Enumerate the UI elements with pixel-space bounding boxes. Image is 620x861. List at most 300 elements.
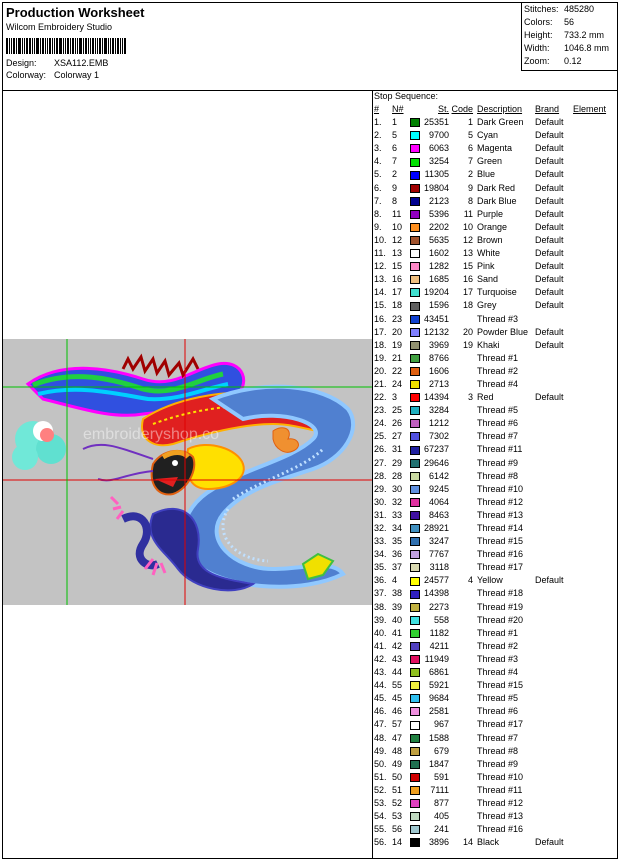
row-needle: 17 [392,287,403,298]
table-row [374,142,617,155]
row-brand [535,614,573,627]
row-brand [535,797,573,810]
table-row [374,522,617,535]
barcode-bar [59,38,62,54]
row-element [573,129,617,142]
color-swatch [410,577,420,586]
row-brand [535,548,573,561]
row-index: 26. [374,444,387,455]
color-swatch [410,380,420,389]
barcode-bar [42,38,44,54]
row-swatch [410,810,424,823]
row-needle: 39 [392,601,403,612]
color-swatch [410,432,420,441]
color-swatch [410,236,420,245]
row-swatch [410,430,424,443]
row-index: 15. [374,300,387,311]
row-description: Thread #1 [477,352,519,363]
color-swatch [410,550,420,559]
row-stitches: 8463 [429,509,450,520]
row-needle: 49 [392,758,403,769]
row-description: Thread #10 [477,483,524,494]
row-index: 45. [374,693,387,704]
dragon-head [83,445,244,495]
row-brand [535,496,573,509]
row-element [573,352,617,365]
table-row [374,732,617,745]
table-row [374,299,617,312]
color-swatch [410,786,420,795]
row-needle: 15 [392,261,403,272]
row-brand [535,509,573,522]
row-code [451,614,477,627]
row-index: 47. [374,719,387,730]
row-brand [535,587,573,600]
row-index: 6. [374,182,382,193]
row-code [451,627,477,640]
color-swatch [410,459,420,468]
row-description: Red [477,392,494,403]
row-swatch [410,391,424,404]
row-swatch [410,509,424,522]
row-brand: Default [535,130,564,141]
row-code [451,758,477,771]
row-code: 17 [463,287,474,298]
barcode-bar [92,38,94,54]
color-swatch [410,223,420,232]
row-swatch [410,221,424,234]
row-element [573,483,617,496]
stat-height [524,29,617,42]
row-swatch [410,352,424,365]
flame-motif [273,428,298,453]
row-swatch [410,587,424,600]
table-row [374,745,617,758]
barcode-bar [99,38,101,54]
row-needle: 13 [392,248,403,259]
row-code [451,666,477,679]
row-needle: 2 [392,169,398,180]
table-row [374,391,617,404]
color-swatch [410,197,420,206]
barcode-bar [120,38,121,54]
table-row [374,561,617,574]
row-brand [535,601,573,614]
row-needle: 19 [392,339,403,350]
row-brand [535,692,573,705]
row-element [573,116,617,129]
row-needle: 41 [392,627,403,638]
row-element [573,823,617,836]
table-row [374,313,617,326]
row-stitches: 558 [434,614,450,625]
row-needle: 16 [392,274,403,285]
row-code: 13 [463,248,474,259]
row-description: Thread #6 [477,706,519,717]
barcode-bar [79,38,82,54]
row-description: Thread #20 [477,614,524,625]
stats-box [521,3,617,71]
row-needle: 8 [392,195,398,206]
header-info [6,5,518,81]
row-description: Dark Green [477,117,524,128]
row-needle: 12 [392,234,403,245]
barcode-bar [67,38,69,54]
row-stitches: 405 [434,811,450,822]
row-index: 2. [374,130,382,141]
col-header-stitches: St. [438,104,450,114]
row-swatch [410,457,424,470]
row-stitches: 1602 [429,248,450,259]
row-swatch [410,260,424,273]
row-element [573,142,617,155]
row-stitches: 9684 [429,693,450,704]
color-swatch [410,354,420,363]
row-index: 49. [374,745,387,756]
row-swatch [410,208,424,221]
stat-stitches [524,3,617,16]
row-index: 9. [374,221,382,232]
row-code [451,378,477,391]
row-description: Thread #15 [477,680,524,691]
row-swatch [410,378,424,391]
row-index: 25. [374,431,387,442]
barcode-bar [110,38,111,54]
row-needle: 10 [392,221,403,232]
row-stitches: 9245 [429,483,450,494]
row-code: 7 [468,156,474,167]
row-code [451,522,477,535]
row-element [573,692,617,705]
row-index: 14. [374,287,387,298]
row-element [573,522,617,535]
color-swatch [410,721,420,730]
row-code [451,365,477,378]
row-description: Thread #13 [477,509,524,520]
row-description: Thread #13 [477,811,524,822]
color-swatch [410,406,420,415]
row-stitches: 3247 [429,536,450,547]
row-element [573,574,617,587]
table-row [374,221,617,234]
stop-sequence-panel [374,91,618,849]
row-swatch [410,443,424,456]
row-element [573,601,617,614]
row-element [573,313,617,326]
row-swatch [410,182,424,195]
table-row [374,234,617,247]
row-swatch [410,561,424,574]
row-needle: 18 [392,300,403,311]
table-header-row [374,103,617,116]
table-row [374,168,617,181]
row-brand [535,378,573,391]
row-brand: Default [535,326,564,337]
row-description: Thread #16 [477,549,524,560]
dragon-embroidery-image [3,339,372,605]
row-swatch [410,548,424,561]
row-stitches: 679 [434,745,450,756]
row-swatch [410,640,424,653]
row-code: 10 [463,221,474,232]
row-description: Thread #3 [477,653,519,664]
row-element [573,391,617,404]
table-row [374,182,617,195]
color-swatch [410,812,420,821]
row-needle: 5 [392,130,398,141]
row-code [451,313,477,326]
stat-value: 733.2 mm [564,30,605,40]
table-row [374,836,617,849]
table-row [374,535,617,548]
row-code [451,587,477,600]
row-code: 4 [468,575,474,586]
row-needle: 22 [392,365,403,376]
barcode-bar [45,38,46,54]
row-stitches: 11949 [424,653,450,664]
worksheet-header [3,3,617,91]
color-swatch [410,171,420,180]
stop-sequence-rows [374,116,617,849]
color-swatch [410,590,420,599]
row-description: Dark Red [477,182,516,193]
row-element [573,705,617,718]
barcode-bar [97,38,98,54]
barcode-bar [117,38,119,54]
row-description: Thread #9 [477,758,519,769]
row-stitches: 1847 [429,758,450,769]
row-needle: 51 [392,784,403,795]
row-swatch [410,718,424,731]
barcode-bar [75,38,76,54]
row-description: Dark Blue [477,195,517,206]
row-code [451,732,477,745]
table-row [374,601,617,614]
row-code [451,496,477,509]
table-row [374,208,617,221]
column-divider [372,90,373,858]
dorsal-spikes [123,357,198,375]
barcode-bar [77,38,78,54]
row-element [573,457,617,470]
row-swatch [410,326,424,339]
row-needle: 1 [392,117,398,128]
row-stitches: 4211 [429,640,450,651]
row-element [573,836,617,849]
barcode-bar [83,38,84,54]
color-swatch [410,734,420,743]
row-description: Grey [477,300,497,311]
row-brand [535,718,573,731]
row-code [451,705,477,718]
row-element [573,653,617,666]
row-code [451,692,477,705]
row-code [451,823,477,836]
row-stitches: 6142 [429,470,450,481]
row-needle: 43 [392,653,403,664]
row-swatch [410,601,424,614]
row-index: 29. [374,483,387,494]
table-row [374,496,617,509]
row-code [451,640,477,653]
row-stitches: 5921 [429,680,450,691]
row-needle: 32 [392,496,403,507]
row-brand: Default [535,208,564,219]
watermark: embroideryshop.co [83,426,220,443]
barcode-bar [18,38,21,54]
stat-label: Width: [524,43,550,53]
row-index: 43. [374,667,387,678]
row-index: 35. [374,562,387,573]
row-index: 53. [374,797,387,808]
row-needle: 30 [392,483,403,494]
table-row [374,797,617,810]
row-brand [535,810,573,823]
row-needle: 28 [392,470,403,481]
row-brand [535,561,573,574]
row-element [573,378,617,391]
row-description: Turquoise [477,287,517,298]
color-swatch [410,485,420,494]
row-needle: 11 [392,208,402,219]
row-index: 37. [374,588,387,599]
row-needle: 45 [392,693,403,704]
stop-sequence-title: Stop Sequence: [374,91,439,101]
row-needle: 24 [392,378,403,389]
row-index: 42. [374,653,387,664]
row-code [451,483,477,496]
row-description: Thread #19 [477,601,524,612]
table-row [374,784,617,797]
barcode-bar [32,38,33,54]
row-index: 33. [374,536,387,547]
row-stitches: 8766 [429,352,450,363]
row-description: Thread #2 [477,640,519,651]
color-swatch [410,302,420,311]
row-index: 12. [374,261,387,272]
stat-zoom [524,55,617,68]
color-swatch [410,825,420,834]
table-row [374,509,617,522]
row-code: 15 [463,261,474,272]
row-index: 51. [374,771,387,782]
row-description: Magenta [477,143,513,154]
row-stitches: 241 [434,824,450,835]
table-row [374,260,617,273]
row-element [573,666,617,679]
table-row [374,771,617,784]
row-element [573,365,617,378]
color-swatch [410,655,420,664]
barcode-bar [115,38,116,54]
row-code [451,470,477,483]
design-label: Design: [6,58,37,68]
row-needle: 27 [392,431,403,442]
row-code [451,771,477,784]
row-code: 1 [468,117,474,128]
row-swatch [410,313,424,326]
barcode-bar [24,38,25,54]
row-element [573,221,617,234]
row-stitches: 12132 [424,326,450,337]
barcode-bar [95,38,96,54]
color-swatch [410,603,420,612]
row-description: Thread #4 [477,667,519,678]
row-swatch [410,614,424,627]
row-element [573,627,617,640]
row-element [573,234,617,247]
row-stitches: 14398 [424,588,450,599]
row-stitches: 43451 [424,313,450,324]
color-swatch [410,629,420,638]
color-swatch [410,419,420,428]
row-brand [535,640,573,653]
row-brand [535,679,573,692]
row-needle: 53 [392,811,403,822]
row-stitches: 2713 [429,378,450,389]
row-brand [535,535,573,548]
row-brand [535,352,573,365]
row-element [573,640,617,653]
row-stitches: 67237 [424,444,450,455]
barcode-bar [47,38,48,54]
table-row [374,810,617,823]
row-description: Thread #1 [477,627,519,638]
row-swatch [410,129,424,142]
row-description: Thread #12 [477,797,524,808]
row-index: 21. [374,378,387,389]
row-stitches: 11305 [424,169,450,180]
row-stitches: 9700 [429,130,450,141]
row-code: 5 [468,130,474,141]
color-swatch [410,131,420,140]
row-brand [535,483,573,496]
row-swatch [410,823,424,836]
row-stitches: 3896 [429,837,450,848]
row-brand [535,470,573,483]
row-swatch [410,195,424,208]
row-element [573,561,617,574]
table-row [374,653,617,666]
color-swatch [410,184,420,193]
barcode-bar [54,38,55,54]
front-claw [111,497,123,519]
row-index: 30. [374,496,387,507]
row-stitches: 24577 [424,575,450,586]
barcode-bar [70,38,71,54]
color-swatch [410,498,420,507]
table-row [374,365,617,378]
barcode-bar [63,38,64,54]
row-code [451,601,477,614]
row-description: Thread #3 [477,313,519,324]
row-index: 18. [374,339,387,350]
row-element [573,182,617,195]
row-swatch [410,522,424,535]
color-swatch [410,249,420,258]
barcode-bar [40,38,41,54]
row-description: Purple [477,208,504,219]
col-header-description: Description [477,104,523,114]
row-description: Thread #8 [477,745,519,756]
row-needle: 29 [392,457,403,468]
row-code: 2 [468,169,474,180]
color-swatch [410,210,420,219]
table-row [374,574,617,587]
row-description: Brown [477,234,503,245]
colorway-row [6,69,518,81]
row-index: 31. [374,509,387,520]
